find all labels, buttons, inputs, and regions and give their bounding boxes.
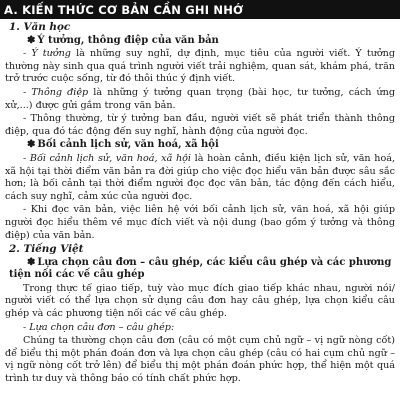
paragraph: - Ý tưởng là những suy nghĩ, dự định, mục tiêu của người viết. Ý tưởng thường này sinh qua quá trình người viết trải nghiệm, quan sát, khám phá, trăn trở trước cuộc sống, từ đó thôi thúc ý định viết.: [5, 48, 396, 85]
content: [0, 21, 400, 386]
paragraph: - Bối cảnh lịch sử, văn hoá, xã hội là hoàn cảnh, điều kiện lịch sử, văn hoá, xã hội tại thời điểm văn bản ra đời giúp cho việc đọc hiểu văn bản được sâu sắc hơn; là bối cảnh tại thời điểm người đọc đọc văn bản, tác động đến cách hiểu, cách suy nghĩ, cảm xúc của người đọc.: [5, 152, 395, 202]
subsection-title-cau-don-cau-ghep: ✽ Lựa chọn câu đơn – câu ghép, các kiểu câu ghép và các phương tiện nối các vế câu ghép: [9, 256, 392, 281]
paragraph: - Khi đọc văn bản, việc liên hệ với bối cảnh lịch sử, văn hoá, xã hội giúp người đọc hiểu thêm về mục đích viết và nội dung (bao gồm ý tưởng và thông điệp) của văn bản.: [5, 204, 395, 241]
header-bar: [0, 0, 400, 19]
page-title: A. KIẾN THỨC CƠ BẢN CẦN GHI NHỚ: [4, 2, 244, 17]
star-icon: ✽: [27, 139, 36, 151]
italic-subheading: - Lựa chọn câu đơn – câu ghép:: [23, 321, 175, 333]
paragraph: - Thông điệp là những ý tưởng quan trọng (bài học, tư tưởng, cách ứng xử,...) được gửi gắm trong văn bản.: [5, 86, 395, 111]
paragraph: - Thông thường, từ ý tưởng ban đầu, người viết sẽ phát triển thành thông điệp, qua đó tác động đến suy nghĩ, hành động của người đọc.: [5, 113, 395, 137]
section-title-tieng-viet: 2. Tiếng Việt: [9, 243, 84, 256]
star-icon: ✽: [27, 34, 36, 46]
paragraph: Trong thực tế giao tiếp, tuỳ vào mục đích giao tiếp khác nhau, người nói/ người viết có thể lựa chọn sử dụng câu đơn hay câu ghép, lựa chọn kiểu câu ghép và các phương tiện nối các vế câu ghép.: [5, 282, 395, 320]
paragraph: Chúng ta thường chọn câu đơn (câu có một cụm chủ ngữ – vị ngữ nòng cốt) để biểu thị một phán đoán đơn và lựa chọn câu ghép (câu có hai cụm chủ ngữ – vị ngữ nòng cốt trở lên) để biểu thị một phán đoán phức hợp, thể hiện một quá trình tư duy và thông báo có tính chất phức hợp.: [5, 335, 395, 385]
star-icon: ✽: [27, 256, 36, 268]
subsection-title-boi-canh: ✽ Bối cảnh lịch sử, văn hoá, xã hội: [27, 139, 219, 151]
section-title-van-hoc: 1. Văn học: [9, 21, 71, 33]
subsection-title-y-tuong: ✽ Ý tưởng, thông điệp của văn bản: [27, 34, 219, 46]
